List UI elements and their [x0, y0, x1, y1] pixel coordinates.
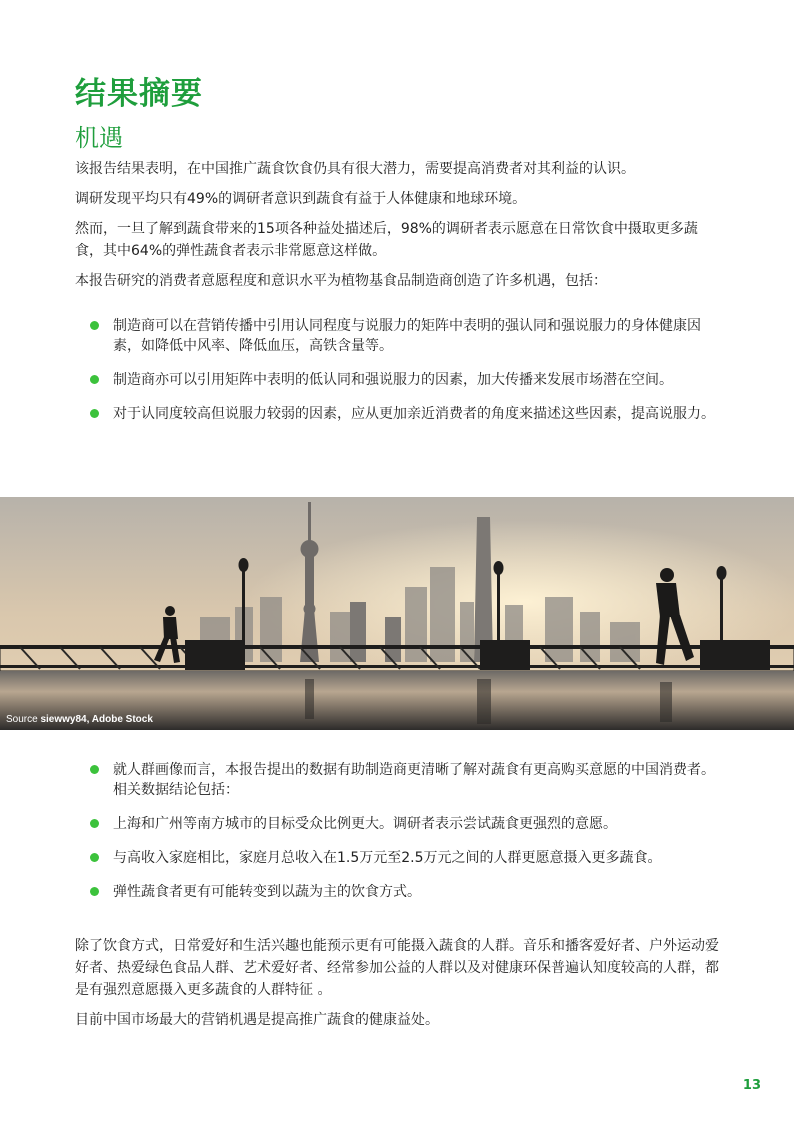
list-item-text: 制造商亦可以引用矩阵中表明的低认同和强说服力的因素，加大传播来发展市场潜在空间。 — [113, 372, 673, 388]
list-item — [75, 848, 725, 868]
list-item — [75, 882, 725, 902]
bullet-list — [75, 316, 725, 424]
paragraph: 除了饮食方式，日常爱好和生活兴趣也能预示更有可能摄入蔬食的人群。音乐和播客爱好者、户外运动爱好者、热爱绿色食品人群、艺术爱好者、经常参加公益的人群以及对健康环保普遍认知度较高的人群，都是有强烈意愿摄入更多蔬食的人群特征 。 — [75, 938, 719, 998]
list-item — [75, 760, 725, 800]
city-skyline-photo — [0, 497, 794, 730]
bullet-icon — [90, 765, 99, 774]
bullet-icon — [90, 819, 99, 828]
list-item — [75, 316, 725, 356]
list-item-text: 就人群画像而言，本报告提出的数据有助制造商更清晰了解对蔬食有更高购买意愿的中国消费者。相关数据结论包括： — [113, 762, 715, 798]
closing-paragraphs — [75, 935, 725, 1039]
list-item-text: 与高收入家庭相比，家庭月总收入在1.5万元至2.5万元之间的人群更愿意摄入更多蔬食。 — [113, 850, 662, 866]
paragraph: 本报告研究的消费者意愿程度和意识水平为植物基食品制造商创造了许多机遇，包括： — [75, 273, 607, 289]
photo-credit-prefix: Source — [6, 714, 41, 725]
list-item-text: 制造商可以在营销传播中引用认同程度与说服力的矩阵中表明的强认同和强说服力的身体健康因素，如降低中风率、降低血压，高铁含量等。 — [113, 318, 701, 354]
photo-credit-name: siewwy84, Adobe Stock — [40, 714, 153, 725]
bullet-icon — [90, 409, 99, 418]
list-item-text: 弹性蔬食者更有可能转变到以蔬为主的饮食方式。 — [113, 884, 421, 900]
bullet-list — [75, 760, 725, 902]
list-item-text: 上海和广州等南方城市的目标受众比例更大。调研者表示尝试蔬食更强烈的意愿。 — [113, 816, 617, 832]
photo-credit — [6, 714, 153, 725]
intro-paragraphs — [75, 158, 725, 300]
opportunity-list — [75, 316, 725, 438]
paragraph: 调研发现平均只有49%的调研者意识到蔬食有益于人体健康和地球环境。 — [75, 191, 527, 207]
bullet-icon — [90, 375, 99, 384]
paragraph: 该报告结果表明，在中国推广蔬食饮食仍具有很大潜力，需要提高消费者对其利益的认识。 — [75, 161, 635, 177]
page-title: 结果摘要 — [75, 76, 203, 112]
list-item-text: 对于认同度较高但说服力较弱的因素，应从更加亲近消费者的角度来描述这些因素，提高说服力。 — [113, 406, 715, 422]
audience-list — [75, 760, 725, 916]
bullet-icon — [90, 321, 99, 330]
bullet-icon — [90, 853, 99, 862]
section-title: 机遇 — [75, 124, 123, 152]
list-item — [75, 404, 725, 424]
bullet-icon — [90, 887, 99, 896]
list-item — [75, 814, 725, 834]
page-number: 13 — [742, 1078, 761, 1093]
paragraph: 目前中国市场最大的营销机遇是提高推广蔬食的健康益处。 — [75, 1012, 439, 1028]
paragraph: 然而，一旦了解到蔬食带来的15项各种益处描述后，98%的调研者表示愿意在日常饮食中摄取更多蔬食，其中64%的弹性蔬食者表示非常愿意这样做。 — [75, 221, 698, 259]
skyline-illustration — [0, 497, 794, 730]
list-item — [75, 370, 725, 390]
